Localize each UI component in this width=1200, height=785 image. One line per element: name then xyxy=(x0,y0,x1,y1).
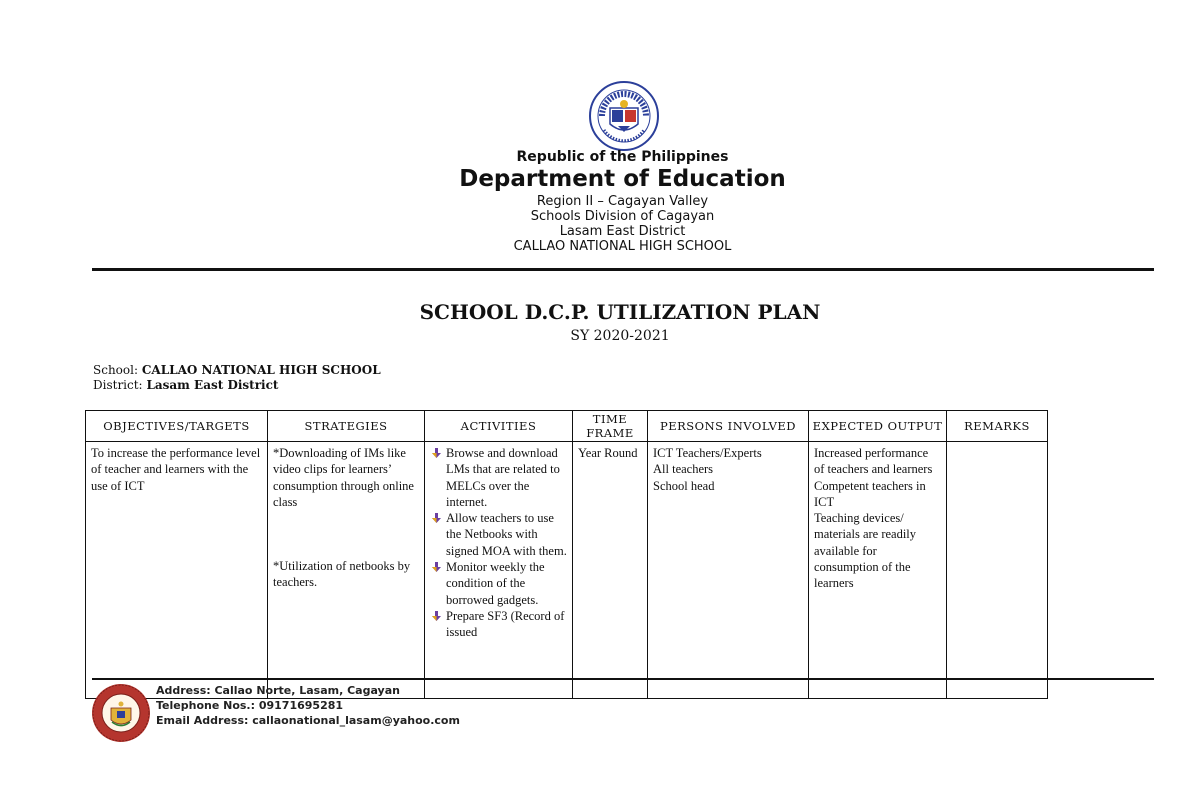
col-activities: ACTIVITIES xyxy=(425,411,573,442)
objective-text: To increase the performance level of teacher and learners with the use of ICT xyxy=(91,446,261,493)
remarks-cell xyxy=(947,442,1048,699)
activity-text: Monitor weekly the condition of the borrowed gadgets. xyxy=(446,560,545,607)
time-frame-text: Year Round xyxy=(578,446,638,460)
person-item: All teachers xyxy=(653,462,714,477)
utilization-plan-table xyxy=(85,410,1048,699)
activity-item xyxy=(430,445,567,510)
header-region: Region II – Cagayan Valley xyxy=(536,194,709,209)
arrow-bullet-icon xyxy=(431,610,442,622)
deped-seal-logo xyxy=(588,80,660,152)
strategies-cell xyxy=(268,442,425,699)
col-persons-involved: PERSONS INVOLVED xyxy=(648,411,809,442)
strategy-item: *Utilization of netbooks by teachers. xyxy=(273,559,411,590)
school-value: CALLAO NATIONAL HIGH SCHOOL xyxy=(141,363,381,377)
header-republic: Republic of the Philippines xyxy=(516,149,729,165)
footer-address: Address: Callao Norte, Lasam, Cagayan xyxy=(156,684,400,697)
activity-text: Prepare SF3 (Record of issued xyxy=(446,608,565,640)
col-remarks: REMARKS xyxy=(947,411,1048,442)
activities-list xyxy=(430,445,567,641)
persons-cell xyxy=(648,442,809,699)
footer-telephone: Telephone Nos.: 09171695281 xyxy=(156,699,344,712)
col-objectives-targets: OBJECTIVES/TARGETS xyxy=(86,411,268,442)
activity-item xyxy=(430,608,567,641)
table-row xyxy=(86,442,1048,699)
header-department: Department of Education xyxy=(459,166,786,192)
person-item: ICT Teachers/Experts xyxy=(653,446,762,460)
arrow-bullet-icon xyxy=(431,512,442,524)
col-time-frame: TIME FRAME xyxy=(573,411,648,442)
activity-text: Browse and download LMs that are related to MELCs over the internet. xyxy=(446,446,560,509)
header-school: CALLAO NATIONAL HIGH SCHOOL xyxy=(513,239,732,254)
table-header-row xyxy=(86,411,1048,442)
document-title: SCHOOL D.C.P. UTILIZATION PLAN xyxy=(419,300,821,324)
person-item: School head xyxy=(653,478,715,493)
footer-divider xyxy=(92,678,1154,680)
footer-email: Email Address: callaonational_lasam@yahoo.com xyxy=(156,714,460,727)
school-label: School: xyxy=(93,363,138,377)
activity-text: Allow teachers to use the Netbooks with signed MOA with them. xyxy=(446,511,567,558)
output-item: Teaching devices/ materials are readily available for consumption of the learners xyxy=(814,511,917,591)
output-item: Competent teachers in ICT xyxy=(814,478,926,509)
district-line xyxy=(93,378,278,392)
arrow-bullet-icon xyxy=(431,447,442,459)
objective-cell xyxy=(86,442,268,699)
col-expected-output: EXPECTED OUTPUT xyxy=(809,411,947,442)
district-value: Lasam East District xyxy=(146,378,279,392)
col-strategies: STRATEGIES xyxy=(268,411,425,442)
activity-item xyxy=(430,510,567,559)
activities-cell xyxy=(425,442,573,699)
strategy-item: *Downloading of IMs like video clips for learners’ consumption through online class xyxy=(273,446,414,509)
expected-output-cell xyxy=(809,442,947,699)
activity-item xyxy=(430,559,567,608)
district-label: District: xyxy=(93,378,143,392)
output-item: Increased performance of teachers and learners xyxy=(814,446,933,477)
header-division: Schools Division of Cagayan xyxy=(530,209,715,224)
school-line xyxy=(93,363,381,377)
arrow-bullet-icon xyxy=(431,561,442,573)
header-divider xyxy=(92,268,1154,271)
time-frame-cell xyxy=(573,442,648,699)
school-year: SY 2020-2021 xyxy=(570,328,670,344)
school-seal-logo xyxy=(90,682,152,744)
header-district: Lasam East District xyxy=(559,224,686,239)
